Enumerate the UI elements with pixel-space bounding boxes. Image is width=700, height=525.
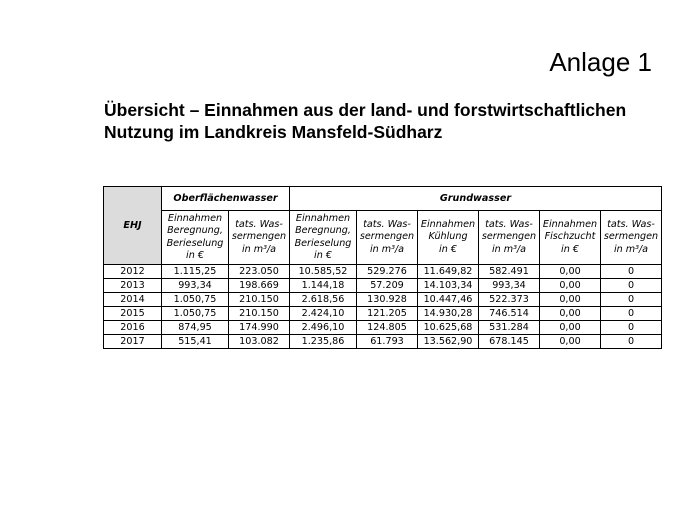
table-cell: 0,00 <box>540 307 601 321</box>
table-cell: 10.447,46 <box>418 293 479 307</box>
table-cell: 0 <box>601 321 662 335</box>
table-cell: 0,00 <box>540 335 601 349</box>
year-cell: 2016 <box>104 321 162 335</box>
table-cell: 1.144,18 <box>290 279 357 293</box>
table-cell: 174.990 <box>229 321 290 335</box>
ehj-header: EHJ <box>104 187 162 265</box>
table-cell: 522.373 <box>479 293 540 307</box>
table-cell: 61.793 <box>357 335 418 349</box>
table-cell: 529.276 <box>357 265 418 279</box>
column-header-line: Kühlung <box>428 231 468 243</box>
surface-water-header: Oberflächenwasser <box>162 187 290 211</box>
table-row <box>104 265 662 279</box>
column-header-line: sermengen <box>603 231 659 243</box>
title-line-2: Nutzung im Landkreis Mansfeld-Südharz <box>104 122 443 142</box>
column-header-line: Fischzucht <box>544 231 596 243</box>
column-header-line: in € <box>561 243 579 255</box>
year-cell: 2014 <box>104 293 162 307</box>
table-cell: 11.649,82 <box>418 265 479 279</box>
table-cell: 0,00 <box>540 321 601 335</box>
column-header-line: tats. Was- <box>363 218 411 230</box>
column-header <box>229 211 290 265</box>
table-cell: 746.514 <box>479 307 540 321</box>
column-header-line: tats. Was- <box>607 218 655 230</box>
table-cell: 0,00 <box>540 293 601 307</box>
table-cell: 210.150 <box>229 307 290 321</box>
table-cell: 210.150 <box>229 293 290 307</box>
column-header-line: in € <box>439 243 457 255</box>
column-header <box>162 211 229 265</box>
column-header <box>540 211 601 265</box>
annex-label: Anlage 1 <box>549 47 652 77</box>
table-row <box>104 293 662 307</box>
column-header-line: Einnahmen <box>167 212 223 224</box>
table-cell: 0,00 <box>540 279 601 293</box>
table-cell: 993,34 <box>479 279 540 293</box>
table-cell: 0 <box>601 335 662 349</box>
table-cell: 1.050,75 <box>162 293 229 307</box>
table-cell: 0,00 <box>540 265 601 279</box>
table-cell: 14.930,28 <box>418 307 479 321</box>
column-header-line: in € <box>314 250 332 261</box>
table-cell: 130.928 <box>357 293 418 307</box>
table-row <box>104 321 662 335</box>
table-cell: 0 <box>601 293 662 307</box>
year-cell: 2013 <box>104 279 162 293</box>
table-cell: 874,95 <box>162 321 229 335</box>
revenue-table <box>103 186 662 349</box>
column-header-line: in m³/a <box>491 243 527 255</box>
table-cell: 515,41 <box>162 335 229 349</box>
table-cell: 124.805 <box>357 321 418 335</box>
column-header-line: tats. Was- <box>235 218 283 230</box>
table-cell: 678.145 <box>479 335 540 349</box>
table-cell: 1.235,86 <box>290 335 357 349</box>
table-cell: 1.115,25 <box>162 265 229 279</box>
column-header-line: in m³/a <box>369 243 405 255</box>
table-cell: 223.050 <box>229 265 290 279</box>
title-line-1: Übersicht – Einnahmen aus der land- und forstwirtschaftlichen <box>104 100 627 120</box>
column-header <box>290 211 357 265</box>
table-cell: 582.491 <box>479 265 540 279</box>
table-cell: 0 <box>601 279 662 293</box>
table-cell: 14.103,34 <box>418 279 479 293</box>
table-cell: 1.050,75 <box>162 307 229 321</box>
column-header-line: in m³/a <box>613 243 649 255</box>
table-cell: 2.424,10 <box>290 307 357 321</box>
column-header-line: sermengen <box>481 231 537 243</box>
table-row <box>104 307 662 321</box>
year-cell: 2015 <box>104 307 162 321</box>
table-cell: 10.585,52 <box>290 265 357 279</box>
table-row <box>104 335 662 349</box>
table-cell: 2.618,56 <box>290 293 357 307</box>
document-title <box>104 99 664 143</box>
column-header-line: Berieselung <box>294 237 352 249</box>
table-cell: 57.209 <box>357 279 418 293</box>
table-cell: 531.284 <box>479 321 540 335</box>
column-header-line: Einnahmen <box>542 218 598 230</box>
column-header-line: in m³/a <box>241 243 277 255</box>
column-header <box>418 211 479 265</box>
column-header-line: tats. Was- <box>485 218 533 230</box>
table-cell: 0 <box>601 265 662 279</box>
column-header-line: Einnahmen <box>295 212 351 224</box>
column-header-line: Einnahmen <box>420 218 476 230</box>
table-cell: 993,34 <box>162 279 229 293</box>
table-cell: 198.669 <box>229 279 290 293</box>
table-cell: 121.205 <box>357 307 418 321</box>
column-header-line: Beregnung, <box>295 225 351 236</box>
groundwater-header: Grundwasser <box>290 187 662 211</box>
table-cell: 2.496,10 <box>290 321 357 335</box>
column-header <box>479 211 540 265</box>
table-cell: 103.082 <box>229 335 290 349</box>
column-header-line: Beregnung, <box>167 225 223 236</box>
column-header-line: sermengen <box>359 231 415 243</box>
column-header-line: in € <box>186 250 204 261</box>
table-row <box>104 279 662 293</box>
year-cell: 2017 <box>104 335 162 349</box>
column-header-line: sermengen <box>231 231 287 243</box>
column-header-line: Berieselung <box>166 237 224 249</box>
year-cell: 2012 <box>104 265 162 279</box>
table-cell: 0 <box>601 307 662 321</box>
table-cell: 13.562,90 <box>418 335 479 349</box>
table-cell: 10.625,68 <box>418 321 479 335</box>
column-header <box>357 211 418 265</box>
column-header <box>601 211 662 265</box>
